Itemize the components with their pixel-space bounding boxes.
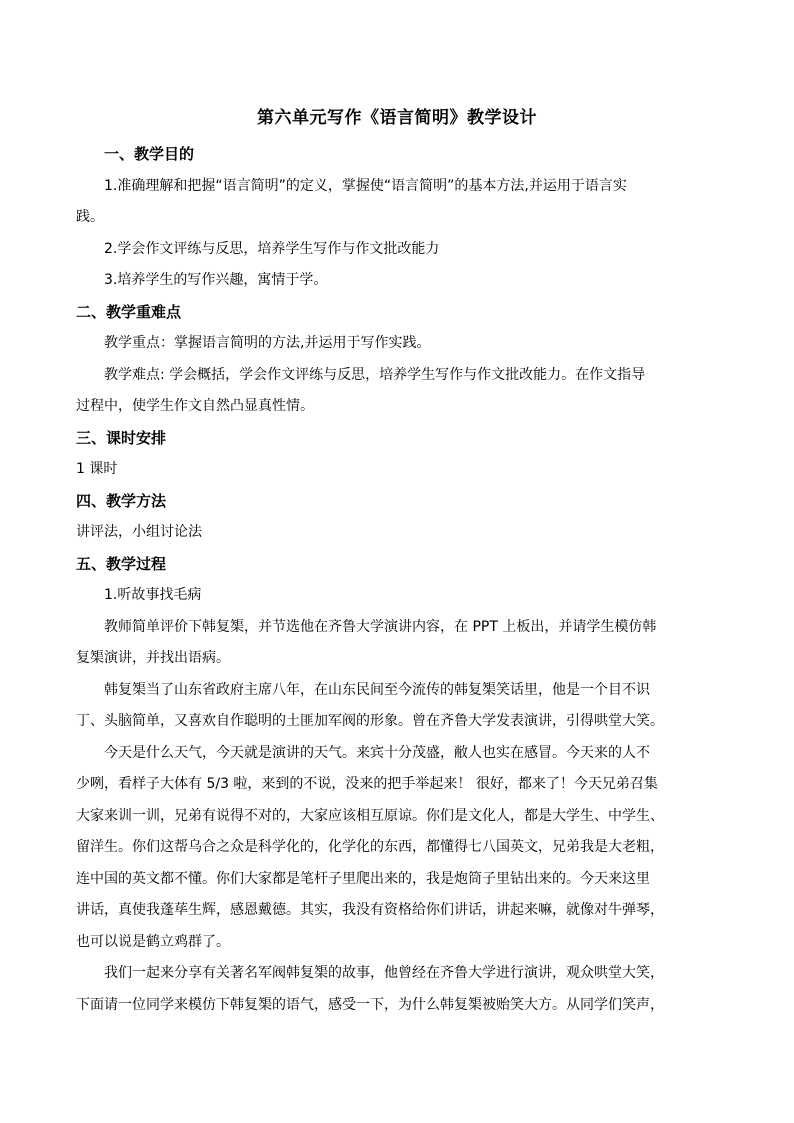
- text-line: 大家来训一训，兄弟有说得不对的，大家应该相互原谅。你们是文化人，都是大学生、中学生、: [76, 807, 664, 824]
- text-line: 2.学会作文评练与反思，培养学生写作与作文批改能力: [104, 240, 440, 257]
- text-line: 少咧，看样子大体有 5/3 啦，来到的不说，没来的把手举起来！ 很好，都来了！今天兄弟召集: [76, 776, 658, 792]
- section-heading-process: 五、教学过程: [76, 554, 167, 573]
- text-line: 留洋生。你们这帮乌合之众是科学化的，化学化的东西，都懂得七八国英文，兄弟我是大老粗，: [76, 839, 664, 855]
- text-line: 复榘演讲，并找出语病。: [76, 650, 230, 666]
- text-line: 也可以说是鹤立鸡群了。: [76, 933, 230, 950]
- text-line: 教师简单评价下韩复榘，并节选他在齐鲁大学演讲内容，在 PPT 上板出，并请学生模仿韩: [104, 618, 657, 635]
- section-heading-objectives: 一、教学目的: [104, 145, 195, 163]
- text-line: 下面请一位同学来模仿下韩复榘的语气，感受一下，为什么韩复榘被贻笑大方。从同学们笑声，: [76, 996, 664, 1013]
- section-heading-schedule: 三、课时安排: [76, 428, 167, 447]
- text-line: 过程中，使学生作文自然凸显真性情。: [76, 398, 314, 414]
- text-line: 我们一起来分享有关著名军阀韩复榘的故事，他曾经在齐鲁大学进行演讲，观众哄堂大笑，: [104, 965, 664, 981]
- document-body: [76, 139, 722, 1021]
- text-line: 教学重点：掌握语言简明的方法,并运用于写作实践。: [104, 335, 431, 351]
- text-line: 教学难点: 学会概括，学会作文评练与反思，培养学生写作与作文批改能力。在作文指导: [104, 366, 646, 383]
- text-line: 3.培养学生的写作兴趣，寓情于学。: [104, 272, 328, 288]
- text-line: 讲话，真使我蓬荜生辉，感恩戴德。其实，我没有资格给你们讲话，讲起来嘛，就像对牛弹琴，: [76, 902, 664, 918]
- text-line: 1.准确理解和把握“语言简明”的定义，掌握使“语言简明”的基本方法,并运用于语言实: [104, 177, 627, 194]
- document-title: 第六单元写作《语言简明》教学设计: [257, 108, 537, 128]
- section-heading-key-points: 二、教学重难点: [76, 302, 182, 321]
- text-line: 1.听故事找毛病: [104, 587, 202, 603]
- section-heading-methods: 四、教学方法: [76, 491, 167, 510]
- text-line: 丁、头脑简单，又喜欢自作聪明的土匪加军阀的形象。曾在齐鲁大学发表演讲，引得哄堂大笑。: [76, 713, 664, 729]
- text-line: 韩复榘当了山东省政府主席八年，在山东民间至今流传的韩复榘笑话里，他是一个目不识: [104, 681, 650, 698]
- text-line: 1 课时: [76, 461, 118, 477]
- text-line: 今天是什么天气，今天就是演讲的天气。来宾十分茂盛，敝人也实在感冒。今天来的人不: [104, 744, 650, 761]
- text-line: 连中国的英文都不懂。你们大家都是笔杆子里爬出来的，我是炮筒子里钻出来的。今天来这里: [76, 870, 650, 887]
- text-line: 践。: [76, 209, 104, 225]
- text-line: 讲评法，小组讨论法: [76, 524, 202, 540]
